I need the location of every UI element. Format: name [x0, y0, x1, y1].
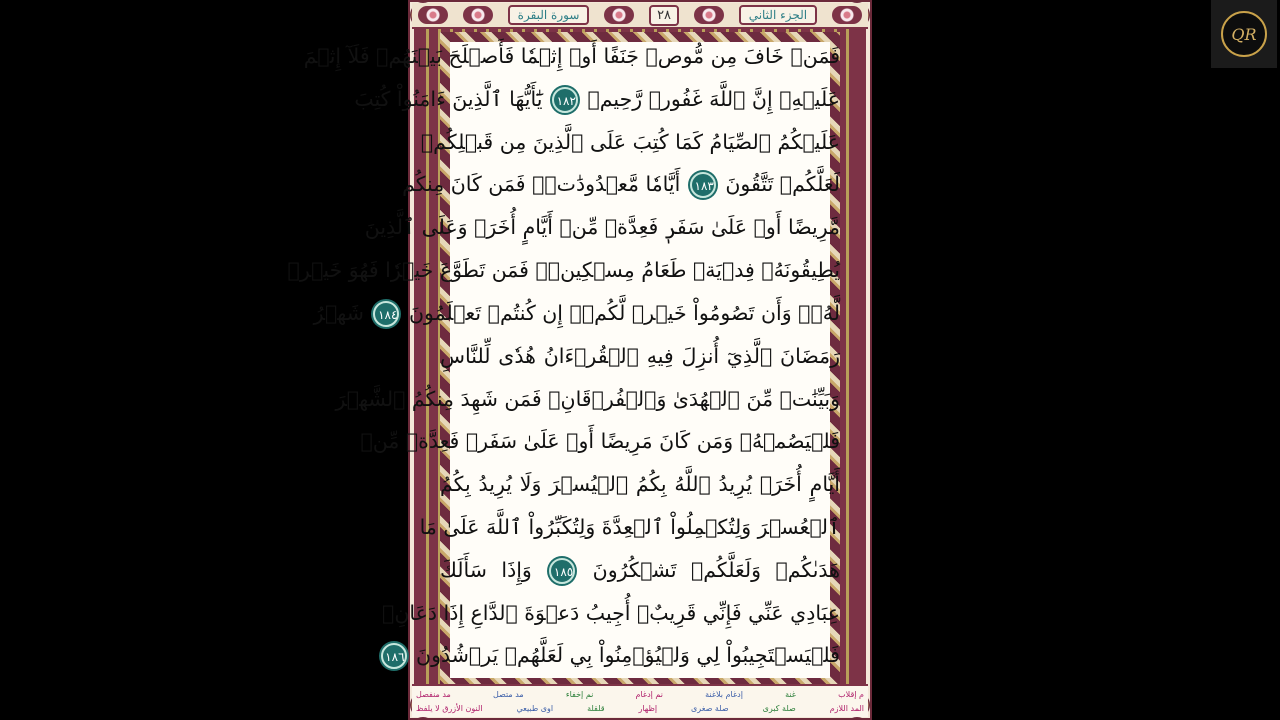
text-line: وَبَيِّنَٰتٖ مِّنَ ٱلۡهُدَىٰ وَٱلۡفُرۡقَانِۚ فَمَن شَهِدَ مِنكُمُ ٱلشَّهۡرَ — [335, 386, 840, 411]
page-number: ٢٨ — [649, 5, 679, 26]
legend-row — [416, 690, 864, 699]
text-line: لَّهُۥۚ وَأَن تَصُومُواْ خَيۡرٞ لَّكُمۡۖ إِن كُنتُمۡ تَعۡلَمُونَ ١٨٤ شَهۡرُ — [313, 300, 840, 325]
text-line: لَعَلَّكُمۡ تَتَّقُونَ ١٨٣ أَيَّامٗا مَّعۡدُودَٰتٖۚ فَمَن كَانَ مِنكُم — [402, 172, 840, 197]
ayah-marker-icon: ١٨٤ — [373, 301, 399, 327]
ayah-marker-icon: ١٨٣ — [690, 172, 716, 198]
legend-item: النون الأزرق لا يلفظ — [416, 704, 483, 714]
tajweed-legend — [412, 684, 868, 717]
legend-item: غنة — [785, 689, 796, 699]
ornament-icon — [418, 6, 448, 24]
legend-item: نم إدغام — [635, 689, 663, 699]
ornament-icon — [832, 6, 862, 24]
ayah-marker-icon: ١٨٢ — [552, 87, 578, 113]
text-line: عَلَيۡهِۚ إِنَّ ٱللَّهَ غَفُورٞ رَّحِيمٞ ١٨٢ يَٰٓأَيُّهَا ٱلَّذِينَ ءَامَنُواْ كُتِبَ — [354, 86, 840, 111]
quran-text — [287, 32, 840, 680]
text-line: ٱلۡعُسۡرَ وَلِتُكۡمِلُواْ ٱلۡعِدَّةَ وَلِتُكَبِّرُواْ ٱللَّهَ عَلَىٰ مَا — [419, 514, 840, 539]
legend-item: م إقلاب — [838, 689, 864, 699]
text-line: عَلَيۡكُمُ ٱلصِّيَامُ كَمَا كُتِبَ عَلَى ٱلَّذِينَ مِن قَبۡلِكُمۡ — [420, 129, 840, 154]
legend-item: إدغام بلاغنة — [705, 689, 743, 699]
legend-item: نم إخفاء — [565, 689, 594, 699]
legend-item: مد متصل — [492, 689, 524, 699]
page-header — [412, 3, 868, 29]
ornament-icon — [694, 6, 724, 24]
text-line: يُطِيقُونَهُۥ فِدۡيَةٞ طَعَامُ مِسۡكِينٖۖ فَمَن تَطَوَّعَ خَيۡرٗا فَهُوَ خَيۡرٞ — [287, 258, 840, 283]
legend-item: مد منفصل — [416, 689, 451, 699]
legend-item: اوى طبيعي — [516, 704, 554, 714]
juz-name: الجزء الثاني — [739, 5, 817, 25]
legend-item: قلقلة — [587, 704, 605, 714]
text-line: مَّرِيضًا أَوۡ عَلَىٰ سَفَرٖ فَعِدَّةٞ مِّنۡ أَيَّامٍ أُخَرَۚ وَعَلَى ٱلَّذِينَ — [364, 215, 840, 240]
text-line: رَمَضَانَ ٱلَّذِيٓ أُنزِلَ فِيهِ ٱلۡقُرۡءَانُ هُدٗى لِّلنَّاسِ — [440, 343, 840, 368]
legend-row — [416, 704, 864, 713]
text-line: فَلۡيَسۡتَجِيبُواْ لِي وَلۡيُؤۡمِنُواْ بِي لَعَلَّهُمۡ يَرۡشُدُونَ ١٨٦ — [440, 635, 840, 676]
ornament-icon — [604, 6, 634, 24]
legend-item: المد اللازم — [829, 704, 864, 714]
text-line: فَلۡيَصُمۡهُۖ وَمَن كَانَ مَرِيضًا أَوۡ عَلَىٰ سَفَرٖ فَعِدَّةٞ مِّنۡ — [360, 429, 840, 454]
channel-logo[interactable] — [1211, 0, 1277, 68]
legend-item: إظهار — [638, 704, 658, 714]
ayah-marker-icon: ١٨٦ — [381, 643, 407, 669]
logo-icon: QR — [1221, 11, 1267, 57]
text-line: أَيَّامٍ أُخَرَۗ يُرِيدُ ٱللَّهُ بِكُمُ ٱلۡيُسۡرَ وَلَا يُرِيدُ بِكُمُ — [440, 472, 840, 497]
ornament-icon — [463, 6, 493, 24]
text-line: فَمَنۡ خَافَ مِن مُّوصٖ جَنَفًا أَوۡ إِثۡمٗا فَأَصۡلَحَ بَيۡنَهُمۡ فَلَآ إِثۡمَ — [303, 44, 840, 68]
legend-item: صلة كبرى — [762, 704, 796, 714]
legend-item: صلة صغرى — [691, 704, 729, 714]
text-line: هَدَىٰكُمۡ وَلَعَلَّكُمۡ تَشۡكُرُونَ ١٨٥ وَإِذَا سَأَلَكَ — [440, 557, 840, 582]
surah-name: سورة البقرة — [508, 5, 590, 25]
text-line: عِبَادِي عَنِّي فَإِنِّي قَرِيبٌۖ أُجِيبُ دَعۡوَةَ ٱلدَّاعِ إِذَا دَعَانِۖ — [382, 600, 840, 625]
ayah-marker-icon: ١٨٥ — [549, 558, 575, 584]
